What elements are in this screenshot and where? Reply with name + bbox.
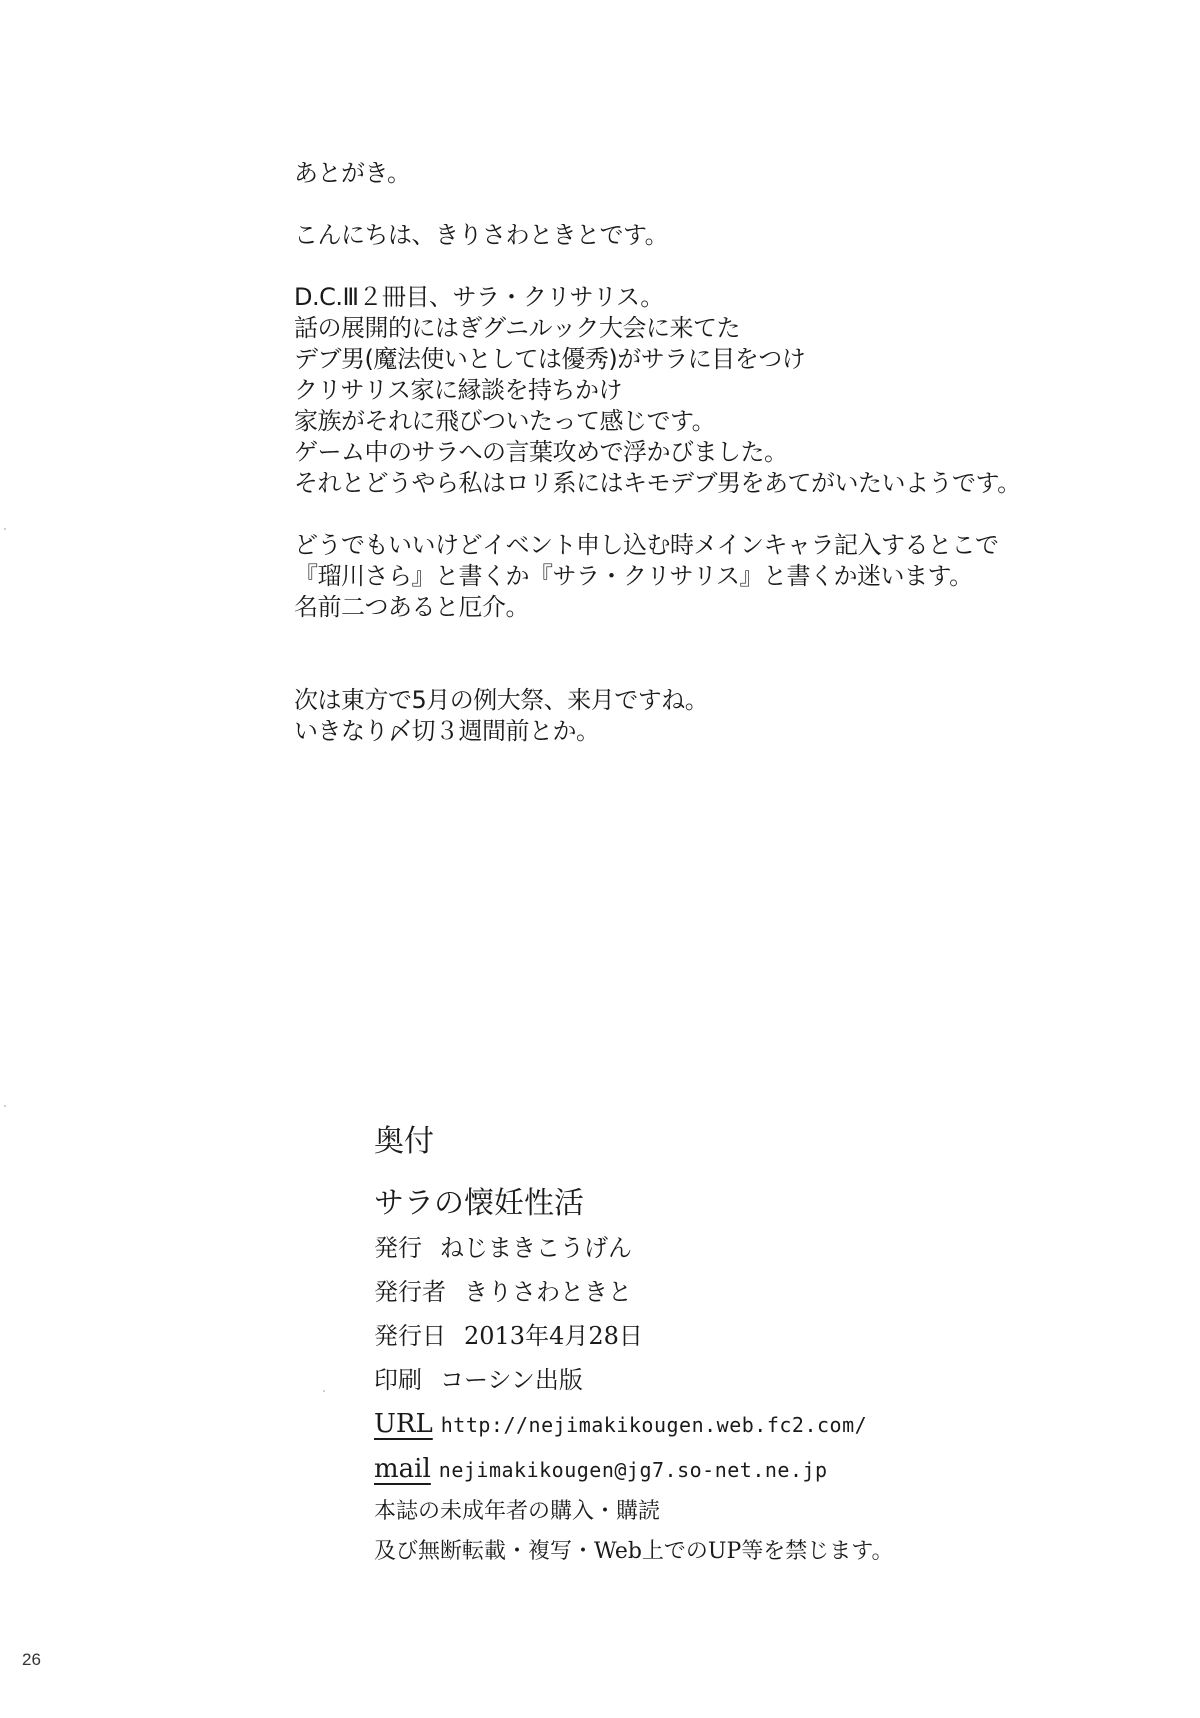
afterword-para2-line: 『瑠川さら』と書くか『サラ・クリサリス』と書くか迷います。 [294,562,973,590]
author-row [374,1270,894,1314]
afterword-para3-line: いきなり〆切３週間前とか。 [294,717,600,745]
afterword-para1-line: デブ男(魔法使いとしては優秀)がサラに目をつけ [294,345,806,373]
date-label: 発行日 [374,1322,446,1350]
spacer [294,189,1021,220]
date-value: 2013年4月28日 [464,1322,643,1350]
mail-value: nejimakikougen@jg7.so-net.ne.jp [438,1458,828,1482]
publisher-row [374,1226,894,1270]
colophon-heading: 奥付 [374,1124,434,1159]
url-label: URL [374,1409,433,1439]
afterword-para3-line: 次は東方で5月の例大祭、来月ですね。 [294,686,709,714]
publisher-label: 発行 [374,1234,422,1262]
scan-speck [323,1390,325,1392]
spacer [294,499,1021,530]
notice-line: 及び無断転載・複写・Web上でのUP等を禁じます。 [374,1539,894,1564]
afterword-para1-line: D.C.Ⅲ２冊目、サラ・クリサリス。 [294,283,664,311]
publisher-value: ねじまきこうげん [440,1234,632,1262]
date-row [374,1314,894,1358]
afterword-greeting: こんにちは、きりさわときとです。 [294,221,669,249]
afterword-para1-line: それとどうやら私はロリ系にはキモデブ男をあてがいたいようです。 [294,469,1021,497]
afterword-para1-line: 話の展開的にはぎグニルック大会に来てた [294,314,741,342]
afterword-para1-line: ゲーム中のサラへの言葉攻めで浮かびました。 [294,438,788,466]
url-row [374,1402,894,1447]
author-value: きりさわときと [464,1278,632,1306]
url-value: http://nejimakikougen.web.fc2.com/ [440,1413,868,1437]
printer-row [374,1358,894,1402]
afterword-heading: あとがき。 [294,159,411,187]
notice-line: 本誌の未成年者の購入・購読 [374,1499,661,1524]
page-number: 26 [22,1650,41,1669]
colophon-section [374,1122,894,1572]
printer-value: コーシン出版 [440,1366,583,1394]
spacer [294,251,1021,282]
afterword-section [294,158,1021,747]
afterword-para2-line: 名前二つあると厄介。 [294,593,529,621]
author-label: 発行者 [374,1278,446,1306]
afterword-para1-line: クリサリス家に縁談を持ちかけ [294,376,623,404]
scan-speck [4,1105,6,1107]
spacer [294,623,1021,685]
mail-label: mail [374,1454,431,1484]
scan-speck [4,528,6,530]
book-title: サラの懐妊性活 [374,1186,584,1221]
printer-label: 印刷 [374,1366,422,1394]
afterword-para2-line: どうでもいいけどイベント申し込む時メインキャラ記入するとこで [294,531,999,559]
afterword-para1-line: 家族がそれに飛びついたって感じです。 [294,407,716,435]
mail-row [374,1447,894,1492]
